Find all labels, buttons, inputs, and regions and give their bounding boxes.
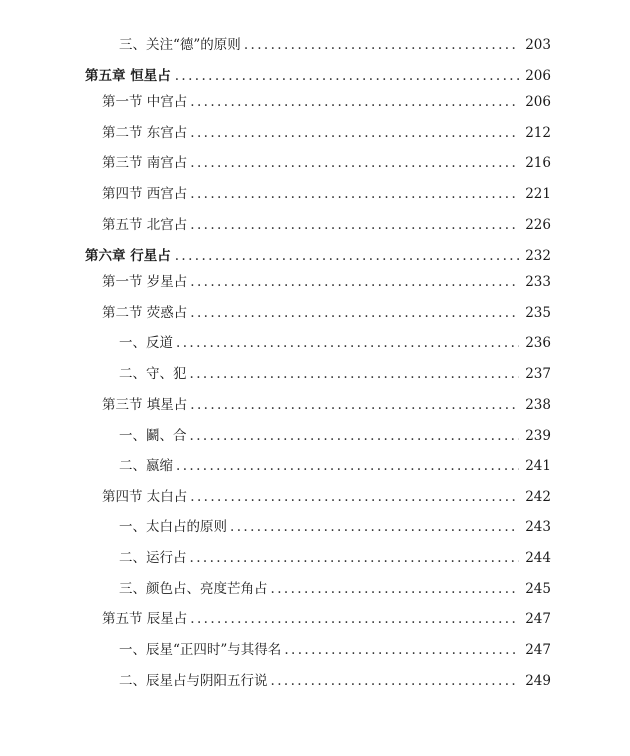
dot-leader <box>175 247 520 265</box>
toc-entry-title: 第五节 辰星占 <box>102 611 188 627</box>
toc-chapter[interactable] <box>85 247 551 265</box>
toc-entry-page: 244 <box>525 550 551 566</box>
toc-entry-title: 一、辰星“正四时”与其得名 <box>119 642 282 658</box>
dot-leader <box>271 672 520 690</box>
toc-subsection[interactable] <box>119 549 551 567</box>
dot-leader <box>230 518 519 536</box>
toc-entry-page: 212 <box>525 125 551 141</box>
toc-entry-page: 232 <box>525 248 551 264</box>
toc-subsection[interactable] <box>119 334 551 352</box>
dot-leader <box>190 154 519 172</box>
toc-entry-title: 第三节 南宫占 <box>102 155 188 171</box>
toc-entry-title: 第二节 东宫占 <box>102 125 188 141</box>
toc-subsection[interactable] <box>119 518 551 536</box>
toc-entry[interactable] <box>119 36 551 54</box>
toc-section[interactable] <box>102 216 551 234</box>
toc-entry-title: 第五章 恒星占 <box>85 68 171 84</box>
toc-entry-title: 一、太白占的原则 <box>119 519 227 535</box>
toc-entry-page: 241 <box>525 458 551 474</box>
dot-leader <box>190 124 519 142</box>
toc-section[interactable] <box>102 273 551 291</box>
dot-leader <box>176 457 519 475</box>
dot-leader <box>190 365 520 383</box>
toc-section[interactable] <box>102 304 551 322</box>
toc-chapter[interactable] <box>85 67 551 85</box>
toc-entry-page: 221 <box>525 186 551 202</box>
dot-leader <box>190 610 519 628</box>
toc-entry-page: 237 <box>525 366 551 382</box>
toc-section[interactable] <box>102 396 551 414</box>
toc-entry-title: 一、鬬、合 <box>119 428 187 444</box>
toc-entry-page: 245 <box>525 581 551 597</box>
toc-entry-title: 第一节 中宫占 <box>102 94 188 110</box>
toc-entry-page: 206 <box>525 94 551 110</box>
toc-entry-title: 第二节 荧惑占 <box>102 305 188 321</box>
toc-entry-page: 247 <box>525 611 551 627</box>
dot-leader <box>190 273 519 291</box>
toc-entry-page: 239 <box>525 428 551 444</box>
toc-entry-title: 三、颜色占、亮度芒角占 <box>119 581 268 597</box>
dot-leader <box>190 304 519 322</box>
toc-section[interactable] <box>102 610 551 628</box>
toc-entry-title: 三、关注“德”的原则 <box>119 37 241 53</box>
dot-leader <box>175 67 520 85</box>
toc-entry-title: 二、嬴缩 <box>119 458 173 474</box>
toc-entry-page: 206 <box>525 68 551 84</box>
toc-entry-title: 第三节 填星占 <box>102 397 188 413</box>
toc-section[interactable] <box>102 488 551 506</box>
toc-entry-page: 235 <box>525 305 551 321</box>
toc-entry-page: 247 <box>525 642 551 658</box>
toc-section[interactable] <box>102 93 551 111</box>
dot-leader <box>190 488 519 506</box>
toc-entry-title: 二、运行占 <box>119 550 187 566</box>
toc-entry-title: 第四节 太白占 <box>102 489 188 505</box>
toc-entry-page: 249 <box>525 673 551 689</box>
dot-leader <box>190 216 519 234</box>
toc-entry-page: 236 <box>525 335 551 351</box>
dot-leader <box>190 427 520 445</box>
dot-leader <box>190 93 519 111</box>
dot-leader <box>190 549 520 567</box>
toc-subsection[interactable] <box>119 580 551 598</box>
dot-leader <box>190 185 519 203</box>
dot-leader <box>244 36 519 54</box>
toc-entry-title: 第六章 行星占 <box>85 248 171 264</box>
toc-entry-page: 243 <box>525 519 551 535</box>
dot-leader <box>284 641 519 659</box>
toc-entry-page: 203 <box>525 37 551 53</box>
toc-subsection[interactable] <box>119 641 551 659</box>
dot-leader <box>176 334 519 352</box>
toc-entry-page: 242 <box>525 489 551 505</box>
dot-leader <box>190 396 519 414</box>
toc-entry-title: 二、守、犯 <box>119 366 187 382</box>
toc-section[interactable] <box>102 124 551 142</box>
toc-subsection[interactable] <box>119 457 551 475</box>
dot-leader <box>271 580 520 598</box>
toc-entry-title: 第四节 西宫占 <box>102 186 188 202</box>
toc-entry-title: 二、辰星占与阴阳五行说 <box>119 673 268 689</box>
toc-section[interactable] <box>102 185 551 203</box>
toc-entry-title: 第五节 北宫占 <box>102 217 188 233</box>
toc-entry-page: 238 <box>525 397 551 413</box>
toc-subsection[interactable] <box>119 365 551 383</box>
toc-subsection[interactable] <box>119 672 551 690</box>
toc-subsection[interactable] <box>119 427 551 445</box>
toc-entry-page: 233 <box>525 274 551 290</box>
toc-entry-title: 第一节 岁星占 <box>102 274 188 290</box>
toc-entry-page: 216 <box>525 155 551 171</box>
toc-entry-title: 一、反道 <box>119 335 173 351</box>
toc-entry-page: 226 <box>525 217 551 233</box>
toc-section[interactable] <box>102 154 551 172</box>
